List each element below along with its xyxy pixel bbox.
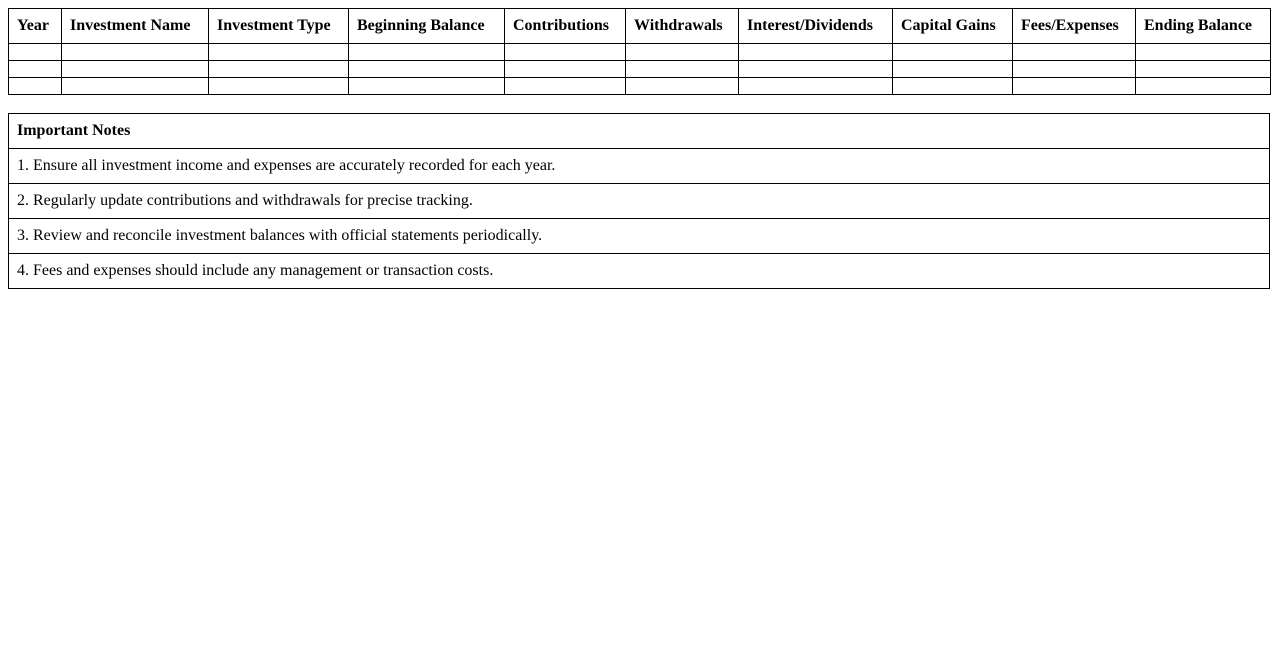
table-cell[interactable] <box>62 78 209 95</box>
table-cell[interactable] <box>1136 44 1271 61</box>
table-cell[interactable] <box>62 44 209 61</box>
list-item <box>9 184 1270 219</box>
table-cell[interactable] <box>62 61 209 78</box>
column-header-interest-dividends: Interest/Dividends <box>739 9 893 44</box>
table-cell[interactable] <box>1013 61 1136 78</box>
column-header-year: Year <box>9 9 62 44</box>
table-cell[interactable] <box>1013 44 1136 61</box>
table-cell[interactable] <box>209 44 349 61</box>
column-header-ending-balance: Ending Balance <box>1136 9 1271 44</box>
list-item <box>9 219 1270 254</box>
investment-ledger-table <box>8 8 1271 95</box>
table-cell[interactable] <box>209 61 349 78</box>
table-cell[interactable] <box>893 44 1013 61</box>
column-header-capital-gains: Capital Gains <box>893 9 1013 44</box>
note-item: 1. Ensure all investment income and expenses are accurately recorded for each year. <box>9 149 1270 184</box>
table-cell[interactable] <box>505 78 626 95</box>
page <box>8 8 1270 289</box>
note-item: 4. Fees and expenses should include any management or transaction costs. <box>9 254 1270 289</box>
column-header-fees-expenses: Fees/Expenses <box>1013 9 1136 44</box>
table-cell[interactable] <box>505 44 626 61</box>
table-cell[interactable] <box>9 44 62 61</box>
column-header-beginning-balance: Beginning Balance <box>349 9 505 44</box>
table-cell[interactable] <box>893 61 1013 78</box>
list-item <box>9 254 1270 289</box>
table-cell[interactable] <box>9 61 62 78</box>
column-header-investment-name: Investment Name <box>62 9 209 44</box>
note-item: 3. Review and reconcile investment balances with official statements periodically. <box>9 219 1270 254</box>
table-cell[interactable] <box>626 78 739 95</box>
table-cell[interactable] <box>626 44 739 61</box>
notes-title: Important Notes <box>9 114 1270 149</box>
table-row <box>9 78 1271 95</box>
table-cell[interactable] <box>626 61 739 78</box>
table-cell[interactable] <box>505 61 626 78</box>
table-cell[interactable] <box>739 44 893 61</box>
list-item <box>9 149 1270 184</box>
column-header-investment-type: Investment Type <box>209 9 349 44</box>
important-notes-table <box>8 113 1270 289</box>
table-cell[interactable] <box>349 44 505 61</box>
table-header-row <box>9 9 1271 44</box>
column-header-withdrawals: Withdrawals <box>626 9 739 44</box>
table-cell[interactable] <box>1136 61 1271 78</box>
notes-header-row <box>9 114 1270 149</box>
column-header-contributions: Contributions <box>505 9 626 44</box>
table-cell[interactable] <box>209 78 349 95</box>
table-cell[interactable] <box>1136 78 1271 95</box>
table-row <box>9 61 1271 78</box>
table-cell[interactable] <box>349 61 505 78</box>
note-item: 2. Regularly update contributions and withdrawals for precise tracking. <box>9 184 1270 219</box>
table-cell[interactable] <box>893 78 1013 95</box>
table-cell[interactable] <box>9 78 62 95</box>
table-cell[interactable] <box>349 78 505 95</box>
table-cell[interactable] <box>1013 78 1136 95</box>
table-cell[interactable] <box>739 78 893 95</box>
table-cell[interactable] <box>739 61 893 78</box>
table-row <box>9 44 1271 61</box>
